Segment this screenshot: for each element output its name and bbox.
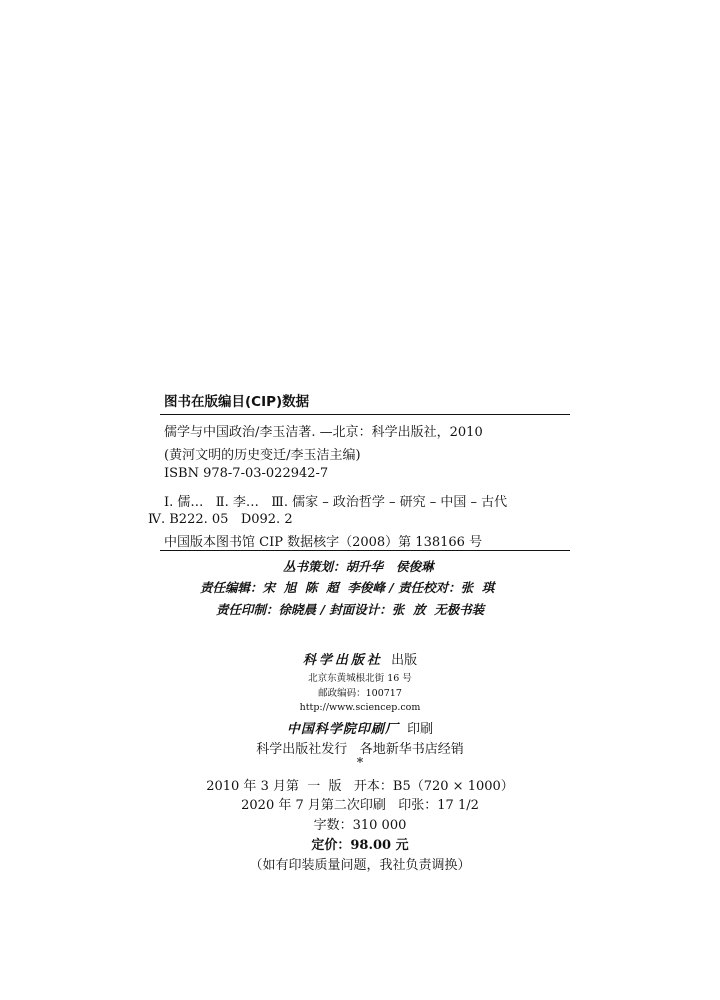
publisher-name: 科学出版社 — [302, 653, 383, 668]
cip-classification-line: Ⅳ. B222. 05 D092. 2 — [148, 512, 293, 527]
cip-isbn: ISBN 978-7-03-022942-7 — [164, 466, 329, 481]
publisher-action: 出版 — [391, 653, 418, 668]
publisher-postcode: 邮政编码：100717 — [318, 688, 402, 699]
edition-line: 2010 年 3 月第 一 版 开本：B5（720 × 1000） — [206, 779, 514, 794]
cip-subject-line: Ⅰ. 儒… Ⅱ. 李… Ⅲ. 儒家 – 政治哲学 – 研究 – 中国 – 古代 — [164, 495, 508, 510]
price: 定价：98.00 元 — [311, 838, 409, 853]
responsible-printing: 责任印制：徐晓晨 / 封面设计：张 放 无极书装 — [216, 602, 485, 617]
cip-bibliographic-line: 儒学与中国政治/李玉洁著. —北京：科学出版社，2010 — [164, 425, 483, 440]
series-planning: 丛书策划：胡升华 侯俊琳 — [283, 559, 434, 574]
responsible-editors: 责任编辑：宋 旭 陈 超 李俊峰 / 责任校对：张 琪 — [200, 580, 495, 595]
printing-line: 2020 年 7 月第二次印刷 印张：17 1/2 — [241, 798, 479, 813]
distribution-line: 科学出版社发行 各地新华书店经销 — [256, 742, 464, 757]
cip-bottom-rule — [160, 550, 570, 551]
cip-title: 图书在版编目(CIP)数据 — [164, 394, 310, 410]
printer-name: 中国科学院印刷厂 — [286, 722, 399, 737]
cip-record-number: 中国版本图书馆 CIP 数据核字（2008）第 138166 号 — [164, 535, 483, 550]
quality-notice: （如有印装质量问题，我社负责调换） — [249, 858, 471, 873]
separator-star: * — [356, 756, 364, 771]
cip-top-rule — [160, 414, 570, 415]
printer-line — [0, 718, 720, 737]
printer-action: 印刷 — [407, 722, 434, 737]
publisher-website: http://www.sciencep.com — [299, 702, 421, 713]
word-count: 字数：310 000 — [313, 818, 407, 833]
cip-series-line: (黄河文明的历史变迁/李玉洁主编) — [164, 448, 361, 463]
publisher-address: 北京东黄城根北街 16 号 — [308, 673, 412, 684]
publisher-line — [0, 649, 720, 668]
